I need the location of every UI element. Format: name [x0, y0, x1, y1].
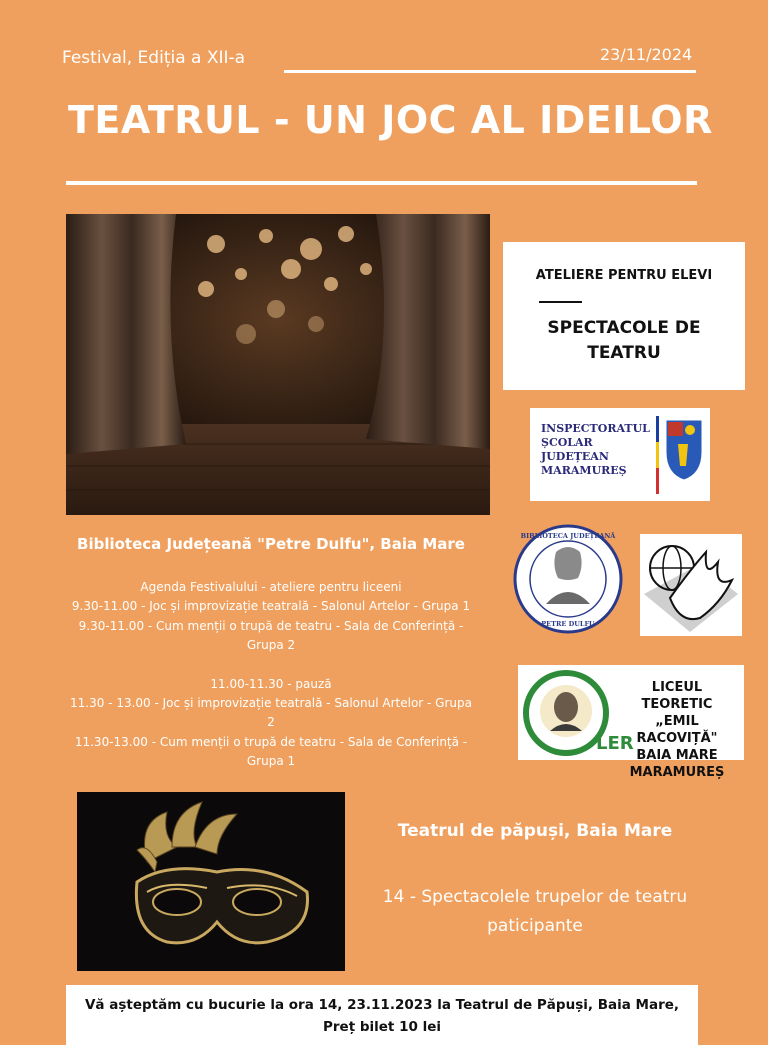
performances-label: SPECTACOLE DE TEATRU: [547, 318, 701, 363]
agenda-item: 9.30-11.00 - Joc și improvizație teatrală - Salonul Artelor - Grupa 1: [71, 599, 471, 614]
agenda-item: 11.30 - 13.00 - Joc și improvizație teatrală - Salonul Artelor - Grupa 2: [70, 696, 472, 730]
page-title: TEATRUL - UN JOC AL IDEILOR: [68, 98, 713, 142]
festival-edition: Festival, Ediția a XII-a: [62, 48, 246, 68]
invitation-text: Vă așteptăm cu bucurie la ora 14, 23.11.2023 la Teatrul de Păpuși, Baia Mare,: [84, 997, 680, 1013]
card-divider: [539, 301, 582, 303]
festival-globe-logo: [640, 534, 742, 636]
title-divider: [66, 181, 697, 185]
library-logo: [512, 524, 624, 634]
puppet-theatre-venue-title: Teatrul de păpuși, Baia Mare: [397, 821, 673, 841]
workshop-info-card: [503, 242, 745, 390]
agenda-item: 9.30-11.00 - Cum menții o trupă de teatru - Sala de Conferință - Grupa 2: [78, 618, 464, 653]
header-divider: [284, 70, 696, 73]
isj-logo-text: INSPECTORATUL ȘCOLAR JUDEȚEAN MARAMUREȘ: [541, 422, 650, 477]
county-crest-icon: [654, 414, 706, 496]
highschool-emblem-icon: [522, 669, 634, 757]
library-venue-title: Biblioteca Județeană "Petre Dulfu", Baia Mare: [77, 535, 465, 553]
performances-description: 14 - Spectacolele trupelor de teatru paticipante: [382, 887, 688, 936]
isj-maramures-logo: [530, 408, 710, 501]
svg-text:LER: LER: [596, 733, 634, 754]
ticket-price: Preț bilet 10 lei: [323, 1019, 441, 1035]
event-date: 23/11/2024: [600, 45, 693, 64]
highschool-logo: [518, 665, 744, 780]
svg-text:PETRE DULFU: PETRE DULFU: [541, 620, 595, 628]
agenda-item: 11.00-11.30 - pauză: [210, 676, 332, 691]
stage-curtain-photo: [66, 214, 490, 515]
svg-text:BIBLIOTECA JUDEȚEANĂ: BIBLIOTECA JUDEȚEANĂ: [520, 532, 616, 540]
masquerade-mask-photo: [77, 792, 345, 971]
highschool-logo-text: LICEUL TEORETIC „EMIL RACOVIȚĂ" BAIA MARE MARAMUREȘ: [629, 680, 725, 780]
agenda-intro: Agenda Festivalului - ateliere pentru liceeni: [140, 580, 402, 594]
agenda-item: 11.30-13.00 - Cum menții o trupă de teatru - Sala de Conferință - Grupa 1: [74, 734, 468, 769]
invitation-footer: [66, 985, 698, 1045]
workshop-label: ATELIERE PENTRU ELEVI: [535, 268, 713, 283]
festival-agenda: [66, 578, 476, 772]
